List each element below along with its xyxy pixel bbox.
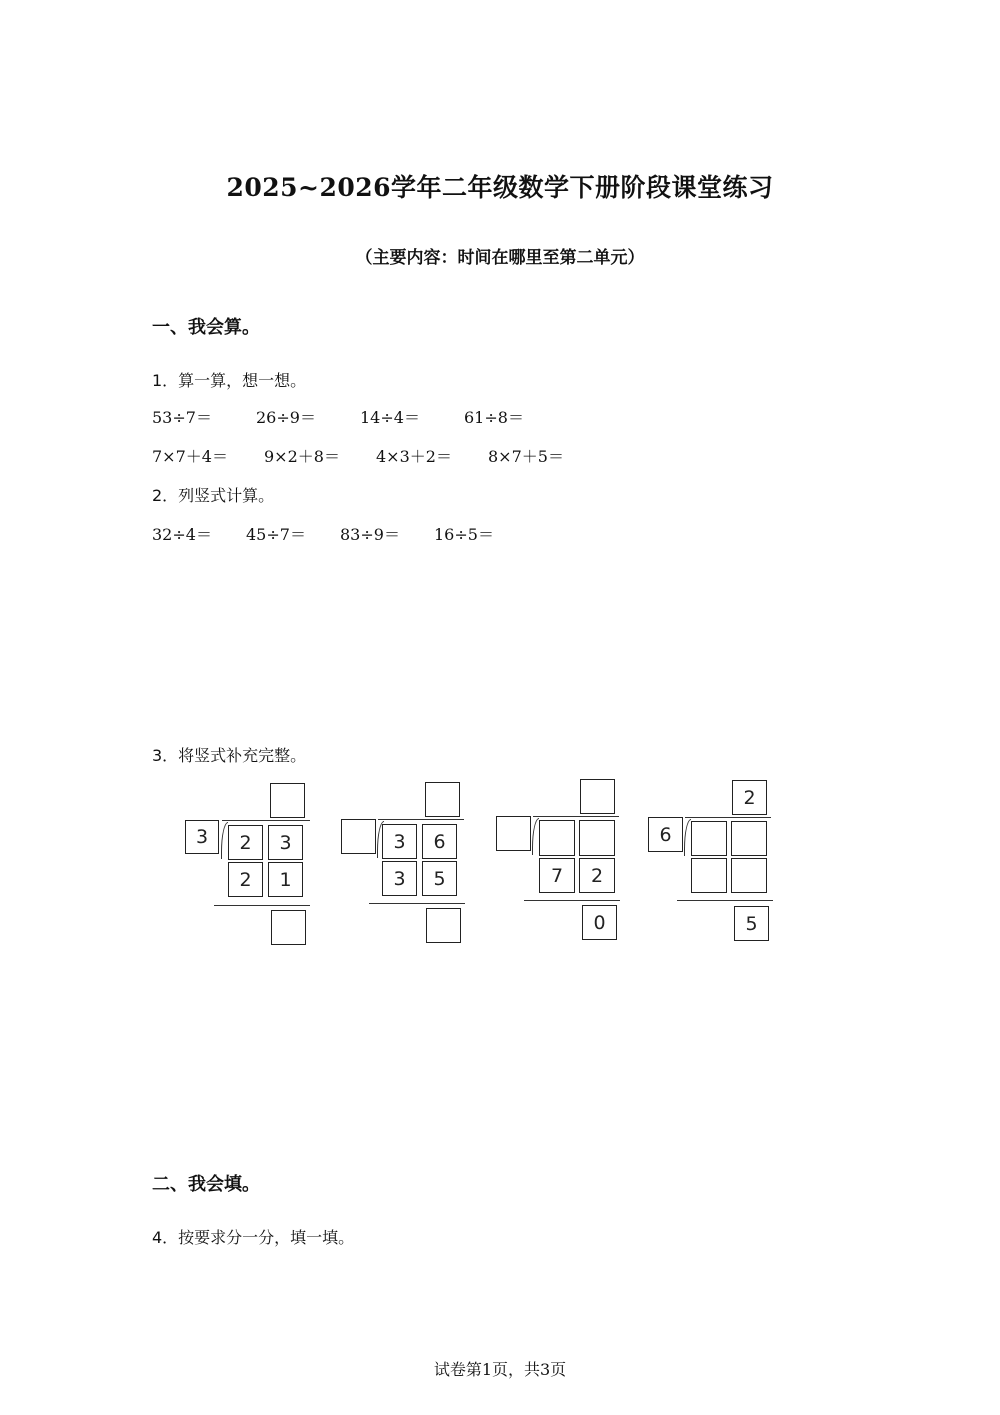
remainder-box[interactable] <box>271 910 306 945</box>
equation: 16÷5＝ <box>434 525 494 544</box>
subtraction-line <box>677 900 773 901</box>
product-tens-box[interactable]: 7 <box>539 858 575 893</box>
equation: 26÷9＝ <box>256 408 316 427</box>
product-tens-box[interactable]: 3 <box>382 861 417 896</box>
question-4-label: 4．按要求分一分，填一填。 <box>152 1228 355 1247</box>
question-3-label: 3．将竖式补充完整。 <box>152 746 307 765</box>
division-bracket <box>532 818 539 855</box>
equation: 83÷9＝ <box>340 525 400 544</box>
divisor-box[interactable]: 6 <box>648 817 683 852</box>
product-ones-box[interactable]: 5 <box>422 861 457 896</box>
page-footer: 试卷第1页，共3页 <box>433 1360 567 1379</box>
quotient-box[interactable] <box>425 782 460 817</box>
equation: 53÷7＝ <box>152 408 212 427</box>
section-heading-1: 一、我会算。 <box>152 317 260 338</box>
dividend-ones-box[interactable]: 3 <box>268 825 303 860</box>
section-heading-2: 二、我会填。 <box>152 1174 260 1195</box>
equation: 61÷8＝ <box>464 408 524 427</box>
equation: 45÷7＝ <box>246 525 306 544</box>
subtraction-line <box>524 900 620 901</box>
product-tens-box[interactable] <box>691 858 727 893</box>
equation: 7×7＋4＝ <box>152 447 228 466</box>
equation: 9×2＋8＝ <box>264 447 340 466</box>
quotient-box[interactable] <box>270 783 305 818</box>
product-ones-box[interactable]: 1 <box>268 862 303 897</box>
equation: 14÷4＝ <box>360 408 420 427</box>
divisor-box[interactable]: 3 <box>185 820 219 854</box>
division-bracket <box>221 822 228 859</box>
page-title: 2025~2026学年二年级数学下册阶段课堂练习 <box>226 173 774 202</box>
division-line <box>533 816 619 817</box>
page-subtitle: （主要内容：时间在哪里至第二单元） <box>355 248 645 268</box>
division-line <box>378 819 464 820</box>
dividend-ones-box[interactable] <box>579 820 615 856</box>
product-tens-box[interactable]: 2 <box>228 862 263 897</box>
division-bracket <box>684 819 691 856</box>
division-line <box>222 820 310 821</box>
dividend-tens-box[interactable]: 2 <box>228 825 263 860</box>
equation: 8×7＋5＝ <box>488 447 564 466</box>
equation: 4×3＋2＝ <box>376 447 452 466</box>
product-ones-box[interactable] <box>731 858 767 893</box>
dividend-tens-box[interactable]: 3 <box>382 824 417 859</box>
subtraction-line <box>214 905 310 906</box>
question-1-label: 1．算一算，想一想。 <box>152 371 307 390</box>
dividend-tens-box[interactable] <box>691 821 727 856</box>
dividend-ones-box[interactable] <box>731 821 767 856</box>
division-line <box>685 817 771 818</box>
remainder-box[interactable]: 0 <box>582 905 617 940</box>
product-ones-box[interactable]: 2 <box>579 858 615 893</box>
divisor-box[interactable] <box>496 816 531 851</box>
question-2-label: 2．列竖式计算。 <box>152 486 275 505</box>
remainder-box[interactable] <box>426 908 461 943</box>
subtraction-line <box>369 903 465 904</box>
remainder-box[interactable]: 5 <box>734 906 769 941</box>
dividend-tens-box[interactable] <box>539 820 575 856</box>
divisor-box[interactable] <box>341 819 376 854</box>
quotient-box[interactable] <box>580 779 615 814</box>
equation: 32÷4＝ <box>152 525 212 544</box>
quotient-box[interactable]: 2 <box>732 780 767 815</box>
dividend-ones-box[interactable]: 6 <box>422 824 457 859</box>
